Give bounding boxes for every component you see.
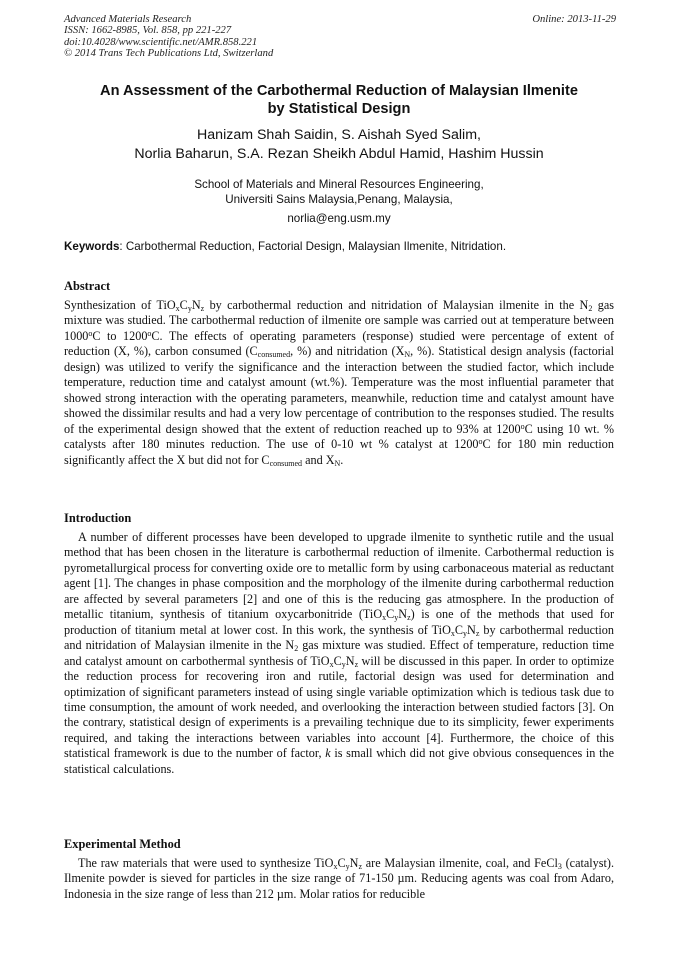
affiliation [60, 178, 618, 207]
experimental-heading: Experimental Method [64, 837, 181, 851]
keywords-label: Keywords [64, 240, 120, 253]
journal-header [64, 14, 616, 60]
introduction-paragraph: A number of different processes have been developed to upgrade ilmenite to synthetic rutile and the usual method that has been chosen in the literature is carbothermal reduction of ilmenite. Carbothermal reduction is pyrometallurgical process for converting oxide ore to metallic form by using carbonaceous material as reductant agent [1]. The changes in phase composition and the morphology of the ilmenite during carbothermal reduction are affected by several parameters [2] and one of this is the reducing gas atmosphere. In the production of metallic titanium, synthesis of titanium oxycarbonitride $(TiO_xC_yN_z)$ is one of the methods that used for production of titanium metal at lower cost. In this work, the synthesis of $TiO_xC_yN_z$ by carbothermal reduction and nitridation of Malaysian ilmenite in the $N_2$ gas mixture was studied. Effect of temperature, reduction time and catalyst amount on carbothermal synthesis of $TiO_xC_yN_z$ will be discussed in this paper. In order to optimize the reduction process for recovering iron and rutile, factorial design was used for determination and optimization of significant parameters instead of using single variable optimization which is tedious task due to time consumption, the amount of work needed, and overlooking the interaction between studied factors [3]. On the contrary, statistical design of experiments is a prevailing technique due to its simplicity, fewer experiments required, and taking the interactions between variables into account [4]. Furthermore, the choice of this statistical framework is due to the number of factor, k is small which did not give obvious consequences in the statistical calculations. [64, 530, 615, 776]
abstract-paragraph: Synthesization of $TiO_xC_yN_z$ by carbothermal reduction and nitridation of Malaysian ilmenite in the $N_2$ gas mixture was studied. The carbothermal reduction of ilmenite ore sample was carried out at temperature between 1000$^o$C to 1200$^o$C. The effects of operating parameters (response) studied were percentage of extent of reduction (X, %), carbon consumed ($C_{consumed}$, %) and nitridation ($X_N$, %). Statistical design analysis (factorial design) was utilized to verify the significance and the interaction between the studied factor, which include temperature, reduction time and catalyst amount (wt.%). Temperature was the most influential parameter that showed strong interaction with the operating parameters, meanwhile, reduction time and catalyst amount have showed the dissimilar results and had a very low percentage of contribution to the responses studied. The results of the experimental design showed that the extent of reduction reached up to 93% at 1200$^o$C using 10 wt. % catalysts after 180 minutes reduction. The use of 0-10 wt % catalyst at 1200$^o$C for 180 min reduction significantly affect the X but did not for $C_{consumed}$ and $X_N$. [64, 298, 615, 468]
journal-name: Advanced Materials Research [64, 14, 192, 25]
copyright-line: © 2014 Trans Tech Publications Ltd, Switzerland [64, 48, 274, 60]
doi-line: doi:10.4028/www.scientific.net/AMR.858.221 [64, 36, 258, 48]
issn-line: ISSN: 1662-8985, Vol. 858, pp 221-227 [64, 25, 232, 37]
experimental-paragraph: The raw materials that were used to synthesize $TiO_xC_yN_z$ are Malaysian ilmenite, coal, and FeCl$_3$ (catalyst). Ilmenite powder is sieved for particles in the size range of 71-150 µm. Reducing agents was coal from Adaro, Indonesia in the size range of less than 212 µm. Molar ratios for reducible [64, 856, 614, 901]
affiliation-line-1: School of Materials and Mineral Resources Engineering, [194, 178, 484, 191]
authors-line-2: Norlia Baharun, S.A. Rezan Sheikh Abdul Hamid, Hashim Hussin [134, 145, 544, 162]
authors-line-1: Hanizam Shah Saidin, S. Aishah Syed Salim, [197, 127, 481, 143]
online-date: Online: 2013-11-29 [532, 14, 616, 25]
author-email: norlia@eng.usm.my [287, 212, 391, 225]
author-list [60, 126, 618, 163]
keywords [64, 240, 616, 254]
title-line-2: by Statistical Design [267, 101, 411, 117]
paper-title [60, 82, 618, 118]
introduction-heading: Introduction [64, 511, 132, 525]
abstract-heading: Abstract [64, 279, 111, 293]
title-line-1: An Assessment of the Carbothermal Reduction of Malaysian Ilmenite [100, 83, 578, 99]
keywords-text: : Carbothermal Reduction, Factorial Design, Malaysian Ilmenite, Nitridation. [119, 240, 507, 253]
affiliation-line-2: Universiti Sains Malaysia,Penang, Malaysia, [225, 192, 453, 206]
